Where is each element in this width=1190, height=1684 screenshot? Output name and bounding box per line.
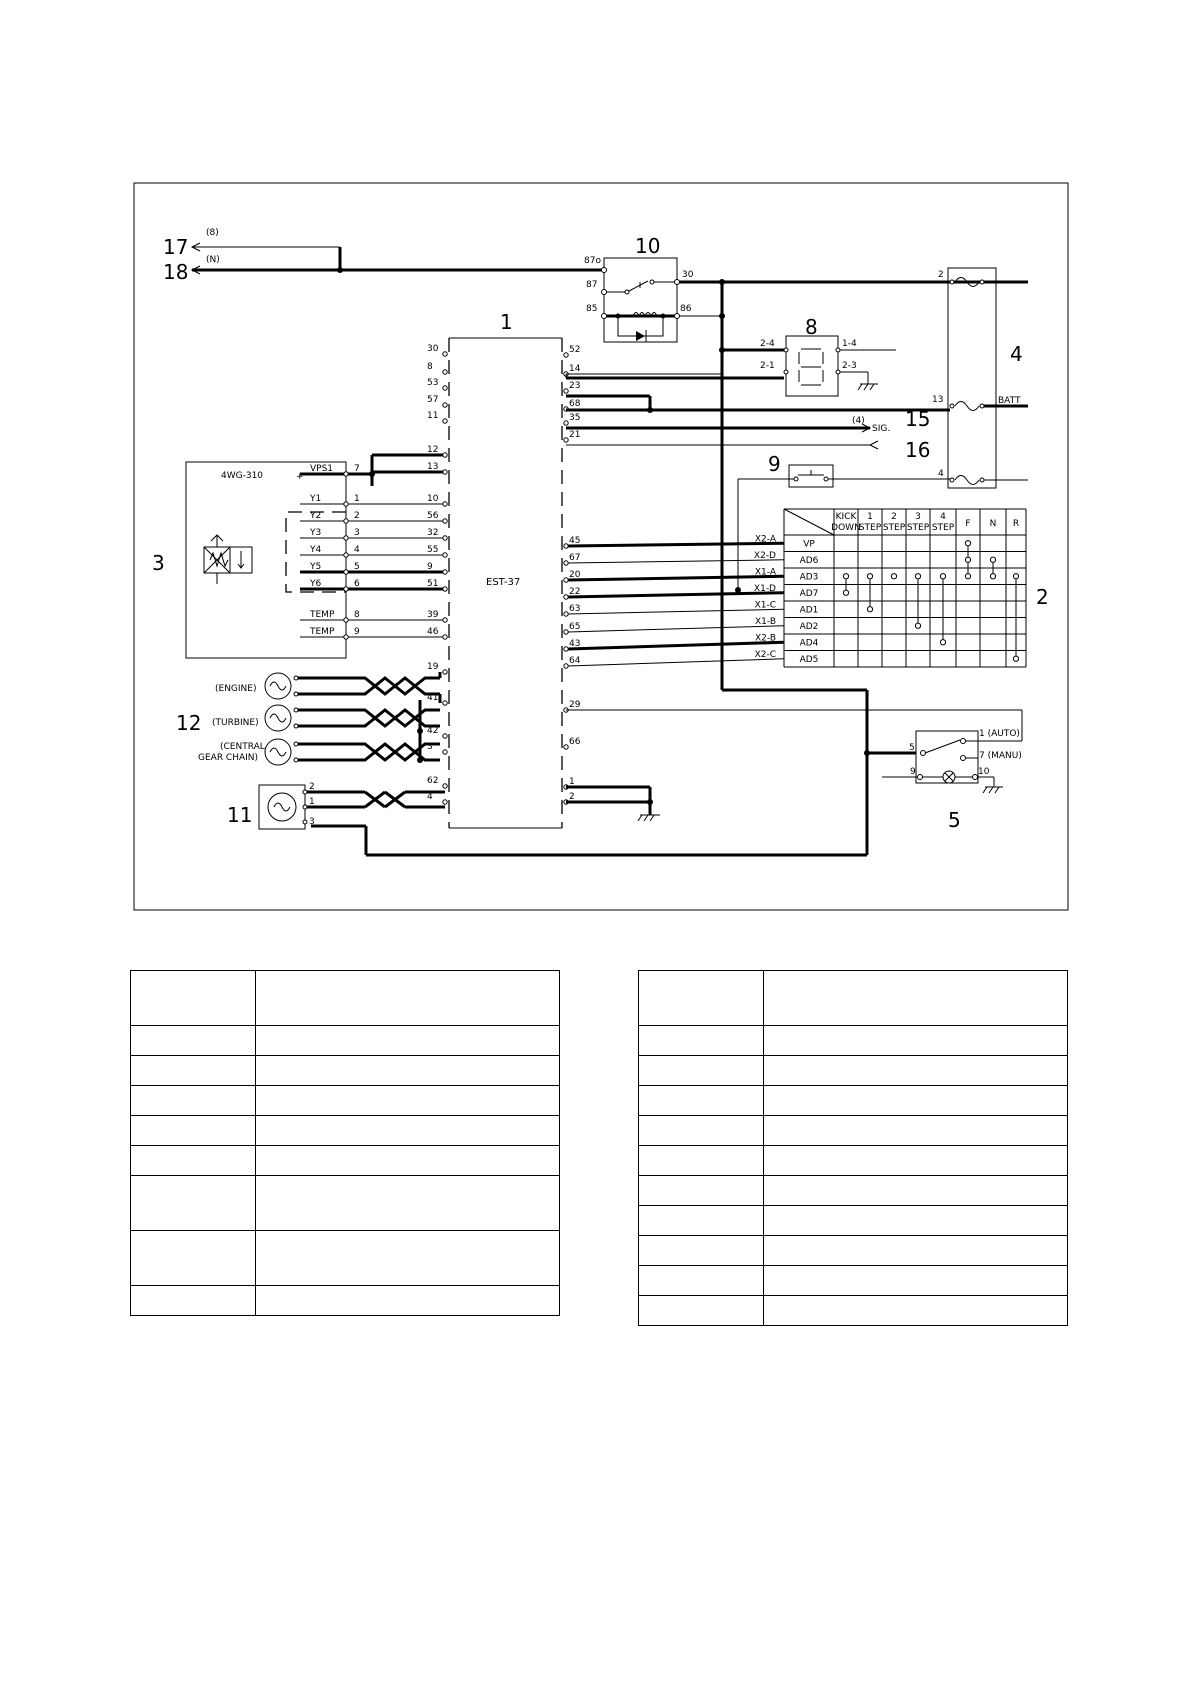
legend-description-cell xyxy=(764,1116,1068,1146)
selector-row-4: AD1 xyxy=(799,605,819,616)
batt-label: BATT xyxy=(998,396,1021,406)
selector-wire-2: X1-A xyxy=(754,567,776,578)
ecu-left-pin-18: 3 xyxy=(427,742,433,752)
selector-wire-1: X2-D xyxy=(753,550,776,561)
plus-sign: + xyxy=(296,472,304,482)
legend-row xyxy=(639,1206,1068,1236)
legend-row xyxy=(131,1116,560,1146)
legend-number-cell xyxy=(639,1086,764,1116)
callout-sensor-group: 12 xyxy=(176,711,202,735)
legend-description-cell xyxy=(256,1146,560,1176)
selector-col-0-0: KICK xyxy=(835,512,857,522)
selector-row-6: AD4 xyxy=(799,638,819,649)
legend-description-cell xyxy=(256,1026,560,1056)
selector-wire-3: X1-D xyxy=(753,583,776,594)
sensor-turbine-label: (TURBINE) xyxy=(212,718,259,728)
legend-row xyxy=(639,1086,1068,1116)
legend-number-cell xyxy=(131,1086,256,1116)
ecu-left-pin-3: 57 xyxy=(427,395,439,405)
ecu-left-pin-20: 4 xyxy=(427,792,433,802)
callout-17: 17 xyxy=(163,235,189,259)
ecu-right-pin-15: 66 xyxy=(569,737,581,747)
callout-transmission: 3 xyxy=(152,551,165,575)
selector-col-4-0: 4 xyxy=(940,512,946,522)
ecu-left-pin-0: 30 xyxy=(427,344,439,354)
trans-pin-3: 3 xyxy=(354,528,360,538)
fuse-pin-4: 4 xyxy=(938,469,944,479)
legend-number-cell xyxy=(639,1056,764,1086)
ecu-left-pin-7: 10 xyxy=(427,494,439,504)
trans-signal-4: Y4 xyxy=(310,545,322,555)
selector-col-3-0: 3 xyxy=(915,512,921,522)
legend-row xyxy=(639,1236,1068,1266)
selector-wire-5: X1-B xyxy=(755,616,776,627)
legend-number-cell xyxy=(639,1266,764,1296)
ecu-right-pin-10: 63 xyxy=(569,604,581,614)
ecu-left-pin-2: 53 xyxy=(427,378,439,388)
ecu-left-pin-15: 19 xyxy=(427,662,439,672)
trans-pin-1: 1 xyxy=(354,494,360,504)
legend-description-cell xyxy=(256,1056,560,1086)
ecu-left-pin-12: 51 xyxy=(427,579,439,589)
legend-row xyxy=(131,1231,560,1286)
ecu-left-pin-labels xyxy=(427,344,447,804)
legend-row xyxy=(131,971,560,1026)
ecu-right-pin-0: 52 xyxy=(569,345,581,355)
sensor-pin-1: 1 xyxy=(309,797,315,807)
relay-pin-86: 86 xyxy=(680,304,692,314)
trans-pin-5: 5 xyxy=(354,562,360,572)
callout-fuse-box: 4 xyxy=(1010,342,1023,366)
selector-row-0: VP xyxy=(803,539,815,550)
switch-pin-10: 10 xyxy=(978,767,990,777)
callout-mode-switch: 5 xyxy=(948,808,961,832)
display-pin-2-1: 2-1 xyxy=(760,361,775,371)
legend-description-cell xyxy=(256,1116,560,1146)
selector-row-3: AD7 xyxy=(799,588,819,599)
ecu-right-pin-14: 29 xyxy=(569,700,581,710)
legend-number-cell xyxy=(131,1056,256,1086)
sensor-engine-label: (ENGINE) xyxy=(215,684,257,694)
ecu-right-pin-labels xyxy=(564,345,581,804)
ecu-left-pin-14: 46 xyxy=(427,627,439,637)
legend-number-cell xyxy=(131,1026,256,1056)
legend-description-cell xyxy=(764,1206,1068,1236)
selector-col-4-1: STEP xyxy=(931,523,955,533)
display-pin-2-4: 2-4 xyxy=(760,339,775,349)
trans-signal-3: Y3 xyxy=(310,528,322,538)
ecu-right-pin-4: 35 xyxy=(569,413,581,423)
trans-signal-7: TEMP xyxy=(310,610,335,620)
trans-pin-8: 9 xyxy=(354,627,360,637)
selector-row-5: AD2 xyxy=(799,621,819,632)
legend-number-cell xyxy=(639,1206,764,1236)
callout-sig-15: 15 xyxy=(905,407,931,431)
relay-pin-87: 87 xyxy=(586,280,598,290)
legend-row xyxy=(131,1286,560,1316)
display-pin-1-4: 1-4 xyxy=(842,339,857,349)
ecu-right-pin-16: 1 xyxy=(569,777,575,787)
selector-col-5-0: F xyxy=(965,519,971,529)
kickdown-switch-box xyxy=(789,465,833,487)
legend-description-cell xyxy=(256,1231,560,1286)
selector-wire-4: X1-C xyxy=(754,600,776,611)
trans-pin-6: 6 xyxy=(354,579,360,589)
legend-row xyxy=(639,1266,1068,1296)
legend-row xyxy=(639,1146,1068,1176)
legend-number-cell xyxy=(639,1236,764,1266)
switch-auto-label: 1 (AUTO) xyxy=(979,729,1020,739)
callout-display: 8 xyxy=(805,315,818,339)
sensor-central-label-2: GEAR CHAIN) xyxy=(198,753,259,763)
trans-signal-5: Y5 xyxy=(310,562,322,572)
sensor-central-label-1: (CENTRAL xyxy=(220,742,265,752)
legend-row xyxy=(639,1026,1068,1056)
legend-number-cell xyxy=(639,1296,764,1326)
sig-label: SIG. xyxy=(872,424,891,434)
transmission-model: 4WG-310 xyxy=(221,471,264,481)
ecu-left-pin-1: 8 xyxy=(427,362,433,372)
trans-signal-8: TEMP xyxy=(310,627,335,637)
ecu-left-pin-17: 42 xyxy=(427,726,439,736)
legend-number-cell xyxy=(131,1146,256,1176)
sensor-group xyxy=(265,672,440,765)
legend-table-left xyxy=(130,970,560,1316)
ecu-left-pin-8: 56 xyxy=(427,511,439,521)
fuse-pin-13: 13 xyxy=(932,395,944,405)
callout-sig-16: 16 xyxy=(905,438,931,462)
display-box xyxy=(786,336,838,396)
ecu-left-pin-19: 62 xyxy=(427,776,439,786)
selector-row-2: AD3 xyxy=(799,572,819,583)
legend-description-cell xyxy=(256,1176,560,1231)
ecu-right-pin-11: 65 xyxy=(569,622,581,632)
callout-relay: 10 xyxy=(635,234,661,258)
sig-wire-label: (4) xyxy=(852,416,865,426)
legend-number-cell xyxy=(131,971,256,1026)
legend-number-cell xyxy=(131,1286,256,1316)
switch-manu-label: 7 (MANU) xyxy=(979,751,1022,761)
trans-pin-0: 7 xyxy=(354,464,360,474)
ecu-right-pin-1: 14 xyxy=(569,364,581,374)
legend-description-cell xyxy=(764,1056,1068,1086)
selector-row-1: AD6 xyxy=(799,555,819,566)
legend-row xyxy=(131,1146,560,1176)
ecu-left-pin-9: 32 xyxy=(427,528,439,538)
legend-table-right xyxy=(638,970,1068,1326)
ecu-left-pin-10: 55 xyxy=(427,545,439,555)
selector-table xyxy=(568,509,1026,667)
ecu-right-pin-6: 45 xyxy=(569,536,581,546)
relay-box xyxy=(604,258,677,342)
legend-row xyxy=(131,1086,560,1116)
switch-pin-5: 5 xyxy=(909,743,915,753)
legend-number-cell xyxy=(131,1231,256,1286)
callout-selector: 2 xyxy=(1036,585,1049,609)
trans-pin-7: 8 xyxy=(354,610,360,620)
ecu-left-pin-16: 41 xyxy=(427,693,439,703)
legend-description-cell xyxy=(764,1176,1068,1206)
legend-number-cell xyxy=(639,1116,764,1146)
ecu-left-pin-4: 11 xyxy=(427,411,439,421)
selector-col-2-1: STEP xyxy=(882,523,906,533)
selector-wire-6: X2-B xyxy=(755,633,776,644)
relay-pin-85: 85 xyxy=(586,304,598,314)
trans-pin-4: 4 xyxy=(354,545,360,555)
ecu-right-pin-2: 23 xyxy=(569,381,581,391)
trans-pin-2: 2 xyxy=(354,511,360,521)
selector-col-1-1: STEP xyxy=(858,523,882,533)
legend-number-cell xyxy=(639,1026,764,1056)
legend-description-cell xyxy=(256,1086,560,1116)
legend-row xyxy=(131,1056,560,1086)
sensor-pin-2: 2 xyxy=(309,782,315,792)
callout-sensor-output: 11 xyxy=(227,803,253,827)
selector-col-2-0: 2 xyxy=(891,512,897,522)
legend-row xyxy=(131,1176,560,1231)
callout-ecu: 1 xyxy=(500,310,513,334)
legend-description-cell xyxy=(764,971,1068,1026)
wire-label-n: (N) xyxy=(206,255,220,265)
legend-number-cell xyxy=(639,1176,764,1206)
callout-kickdown: 9 xyxy=(768,452,781,476)
wire-label-8: (8) xyxy=(206,228,219,238)
ecu-right-pin-3: 68 xyxy=(569,399,581,409)
relay-pin-87o: 87o xyxy=(584,256,601,266)
display-pin-2-3: 2-3 xyxy=(842,361,857,371)
legend-number-cell xyxy=(131,1176,256,1231)
ecu-name: EST-37 xyxy=(486,577,521,588)
ecu-left-pin-13: 39 xyxy=(427,610,439,620)
selector-col-0-1: DOWN xyxy=(831,523,861,533)
ecu-right-pin-9: 22 xyxy=(569,587,581,597)
legend-number-cell xyxy=(639,1146,764,1176)
legend-row xyxy=(639,1116,1068,1146)
ecu-right-pin-7: 67 xyxy=(569,553,581,563)
selector-row-7: AD5 xyxy=(799,654,819,665)
callout-18: 18 xyxy=(163,260,189,284)
fuse-box xyxy=(948,268,996,488)
legend-description-cell xyxy=(764,1236,1068,1266)
selector-wire-7: X2-C xyxy=(754,649,776,660)
selector-col-6-0: N xyxy=(989,519,997,529)
trans-signal-2: Y2 xyxy=(310,511,322,521)
trans-signal-6: Y6 xyxy=(310,579,322,589)
switch-pin-9: 9 xyxy=(910,767,916,777)
trans-signal-1: Y1 xyxy=(310,494,322,504)
legend-description-cell xyxy=(764,1266,1068,1296)
legend-description-cell xyxy=(764,1296,1068,1326)
ecu-right-pin-5: 21 xyxy=(569,430,581,440)
legend-row xyxy=(639,1056,1068,1086)
selector-wire-0: X2-A xyxy=(754,534,776,545)
legend-description-cell xyxy=(256,1286,560,1316)
legend-description-cell xyxy=(764,1146,1068,1176)
selector-col-1-0: 1 xyxy=(867,512,873,522)
ecu-right-pin-8: 20 xyxy=(569,570,581,580)
legend-number-cell xyxy=(131,1116,256,1146)
ecu-left-pin-5: 12 xyxy=(427,445,439,455)
ecu-right-pin-13: 64 xyxy=(569,656,581,666)
legend-number-cell xyxy=(639,971,764,1026)
legend-row xyxy=(639,1296,1068,1326)
legend-description-cell xyxy=(764,1086,1068,1116)
legend-row xyxy=(639,1176,1068,1206)
selector-col-7-0: R xyxy=(1012,519,1020,529)
legend-row xyxy=(639,971,1068,1026)
relay-pin-30: 30 xyxy=(682,270,694,280)
ecu-left-pin-11: 9 xyxy=(427,562,433,572)
fuse-pin-2: 2 xyxy=(938,270,944,280)
ecu-left-pin-6: 13 xyxy=(427,462,439,472)
ecu-right-pin-12: 43 xyxy=(569,639,581,649)
legend-description-cell xyxy=(764,1026,1068,1056)
trans-signal-0: VPS1 xyxy=(310,464,334,474)
legend-description-cell xyxy=(256,971,560,1026)
selector-col-3-1: STEP xyxy=(906,523,930,533)
sensor-pin-3: 3 xyxy=(309,817,315,827)
ecu-right-pin-17: 2 xyxy=(569,792,575,802)
legend-row xyxy=(131,1026,560,1056)
